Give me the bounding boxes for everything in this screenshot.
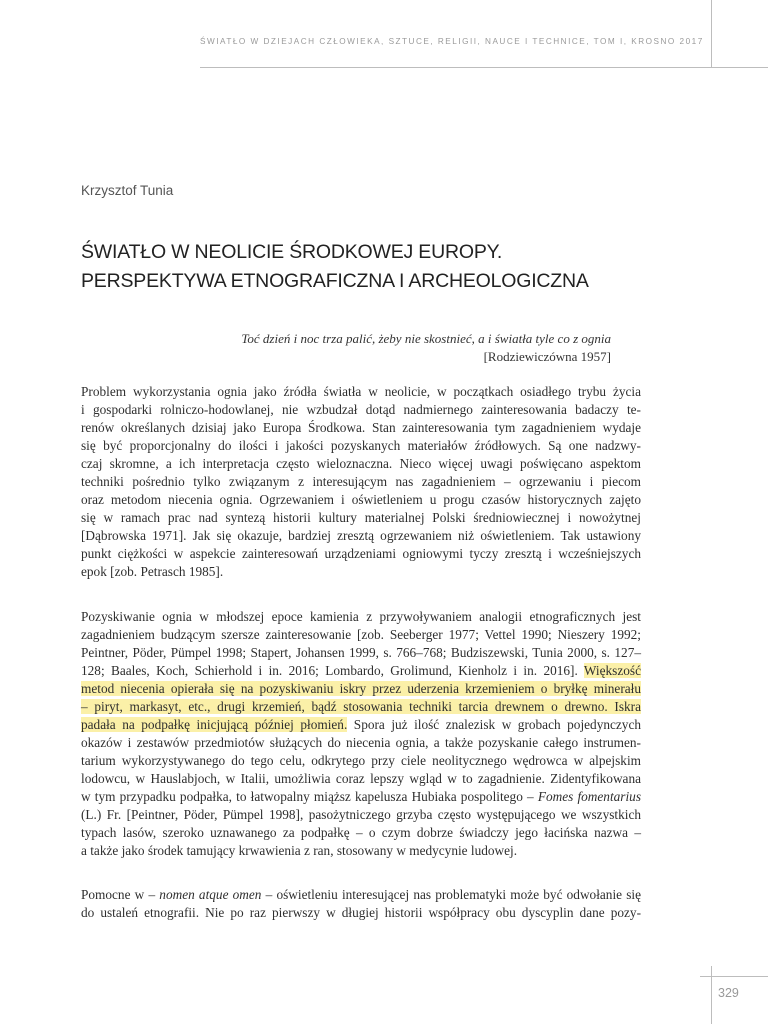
text-line: okazów i zestawów przedmiotów służących do niecenia ognia, a także pozyskanie całego instrumen- — [81, 735, 641, 750]
text-segment: 128; Baales, Koch, Schierhold i in. 2016; Lombardo, Grolimund, Kienholz i in. 2016]. — [81, 663, 578, 678]
text-line: oraz metodom niecenia ognia. Ogrzewaniem i oświetleniem u progu czasów historycznych zajęto — [81, 492, 641, 507]
text-line: zagadnieniem budzącym szersze zainteresowanie [zob. Seeberger 1977; Vettel 1990; Nieszery 1992; — [81, 627, 641, 642]
text-line: [Dąbrowska 1971]. Jak się okazuje, bardziej zresztą ogrzewaniem niż oświetleniem. Tak ustawiony — [81, 528, 641, 543]
highlighted-text: – piryt, markasyt, etc., drugi krzemień, bądź stosowania techniki tarcia drewnem o drewno. Iskra — [81, 699, 641, 714]
highlighted-text: padała na podpałkę inicjującą później płomień. — [81, 717, 348, 732]
text-line: tarium wykorzystywanego do tego celu, odkrytego przy ciele neolitycznego wędrowca w alpejskim — [81, 753, 641, 768]
text-line: (L.) Fr. [Peintner, Pöder, Pümpel 1998], pasożytniczego grzyba często występującego we wszystkich — [81, 807, 641, 822]
text-segment: w tym przypadku podpałka, to łatwopalny miąższ kapelusza Hubiaka pospolitego – — [81, 789, 534, 804]
text-line — [81, 886, 641, 904]
highlighted-text: metod niecenia opierała się na pozyskiwaniu iskry przez uderzenia krzemieniem o bryłkę minerału — [81, 681, 641, 696]
paragraph-1 — [81, 383, 641, 581]
bottom-right-vertical-rule — [711, 966, 712, 1024]
title-line-1: ŚWIATŁO W NEOLICIE ŚRODKOWEJ EUROPY. — [81, 241, 503, 263]
text-line: się w ramach prac nad syntezą historii kultury materialnej Polski średniowiecznej i nowożytnej — [81, 510, 641, 525]
text-line — [81, 662, 641, 680]
paragraph-2 — [81, 608, 641, 860]
paragraph-3 — [81, 886, 641, 922]
text-line: lodowcu, w Hauslabjoch, w Italii, umożliwia coraz lepszy wgląd w to zagadnienie. Zidentyfikowana — [81, 771, 641, 786]
epigraph — [200, 330, 611, 366]
bottom-right-horizontal-rule — [700, 976, 768, 977]
running-head: ŚWIATŁO W DZIEJACH CZŁOWIEKA, SZTUCE, RELIGII, NAUCE I TECHNICE, TOM I, KROSNO 2017 — [200, 37, 704, 46]
author-name: Krzysztof Tunia — [81, 183, 174, 198]
epigraph-quote: Toć dzień i noc trza palić, żeby nie skostnieć, a i światła tyle co z ognia — [241, 331, 611, 346]
latin-name: Fomes fomentarius — [537, 789, 641, 804]
article-title — [81, 238, 701, 296]
text-line: do ustaleń etnografii. Nie po raz pierwszy w długiej historii współpracy obu dyscyplin dane pozy- — [81, 905, 641, 920]
text-line — [81, 788, 641, 806]
text-line: Pozyskiwanie ognia w młodszej epoce kamienia z przywoływaniem analogii etnograficznych jest — [81, 609, 641, 624]
text-line: epok [zob. Petrasch 1985]. — [81, 564, 224, 579]
text-line — [81, 716, 641, 734]
epigraph-source: [Rodziewiczówna 1957] — [483, 349, 611, 364]
text-line: renów określanych dzisiaj jako Europa Środkowa. Stan zainteresowania tym zagadnieniem wydaje — [81, 420, 641, 435]
highlighted-text: Większość — [583, 663, 641, 678]
page-number: 329 — [718, 986, 739, 1000]
text-line: techniki pośrednio tylko związanym z interesującym nas zagadnieniem – ogrzewaniu i piecom — [81, 474, 641, 489]
text-line: i gospodarki rolniczo-hodowlanej, nie wzbudzał dotąd nadmiernego zainteresowania badaczy te- — [81, 402, 641, 417]
latin-phrase: nomen atque omen — [159, 887, 262, 902]
text-line: Problem wykorzystania ognia jako źródła światła w neolicie, w początkach osiadłego trybu życia — [81, 384, 641, 399]
text-segment: Spora już ilość znalezisk w grobach pojedynczych — [353, 717, 641, 732]
text-line: Peintner, Pöder, Pümpel 1998; Stapert, Johansen 1999, s. 766–768; Budziszewski, Tunia 2000, s. 127– — [81, 645, 641, 660]
title-line-2: PERSPEKTYWA ETNOGRAFICZNA I ARCHEOLOGICZNA — [81, 270, 589, 292]
top-right-horizontal-rule — [200, 67, 768, 68]
text-segment: – oświetleniu interesującej nas problematyki może być odwołanie się — [265, 887, 641, 902]
text-line: punkt ciężkości w aspekcie zainteresowań urządzeniami ogniowymi tyczy zresztą i wcześniejszych — [81, 546, 641, 561]
text-line: się być proporcjonalny do ilości i jakości pozyskanych materiałów źródłowych. Są one nadzwy- — [81, 438, 641, 453]
top-right-vertical-rule — [711, 0, 712, 68]
text-line: czaj skromne, a ich interpretacja często wieloznaczna. Nieco więcej uwagi poświęcano aspektom — [81, 456, 641, 471]
text-line: a także jako środek tamujący krwawienia z ran, stosowany w medycynie ludowej. — [81, 843, 518, 858]
text-line: typach lasów, szeroko uznawanego za podpałkę – o czym dobrze świadczy jego łacińska nazwa – — [81, 825, 641, 840]
text-segment: Pomocne w – — [81, 887, 156, 902]
text-line — [81, 680, 641, 698]
text-line — [81, 698, 641, 716]
